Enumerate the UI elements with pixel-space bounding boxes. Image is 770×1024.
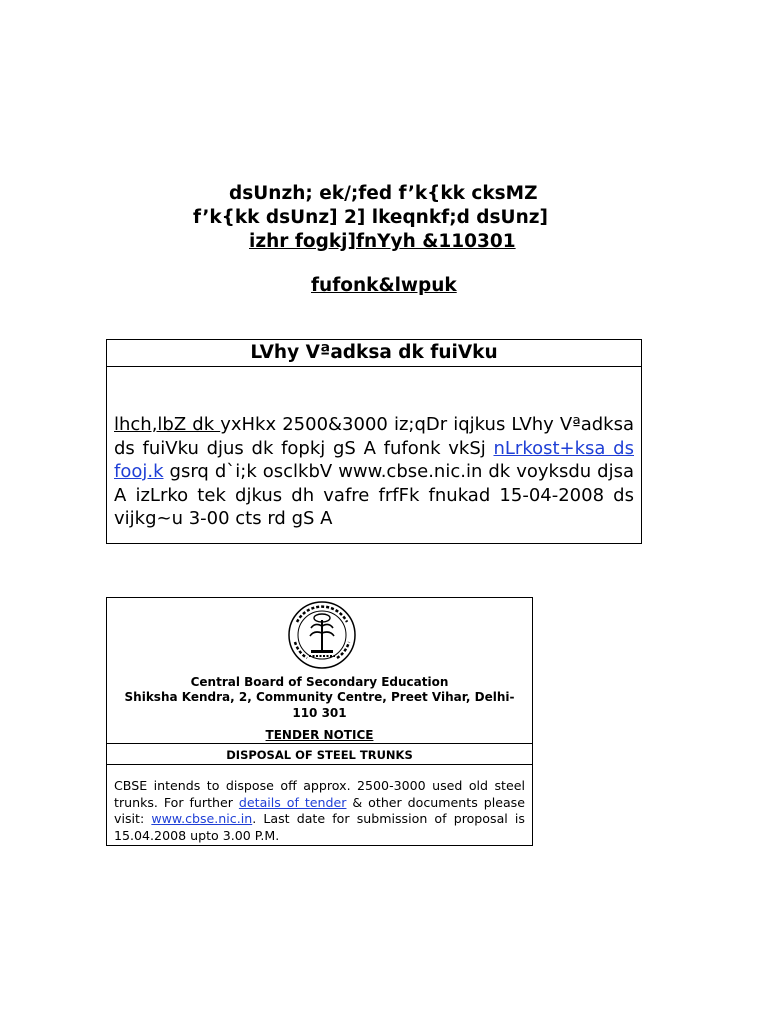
tender-body-text-1: CBSE intends to dispose off approx. 2500-3000 used old steel trunks. For further — [114, 778, 525, 810]
tender-body-text-3: . Last date for submission of proposal is 15.04.2008 upto 3.00 P.M. — [114, 811, 525, 843]
org-address-line-1: Shiksha Kendra, 2, Community Centre, Preet Vihar, Delhi- — [124, 690, 515, 704]
hindi-notice-text-2: yxHkx 2500&3000 iz;qDr iqjkus LVhy Vªadksa ds fuiVku djus dk fopkj gS A fufonk vkSj — [114, 414, 634, 459]
divider — [107, 743, 532, 744]
header-line-2: f’k{kk dsUnz] 2] lkeqnkf;d dsUnz] — [193, 207, 548, 228]
header-line-3: izhr fogkj]fnYyh &110301 — [249, 231, 516, 252]
cbse-logo-icon — [287, 600, 357, 670]
header-line-1: dsUnzh; ek/;fed f’k{kk cksMZ — [229, 183, 538, 204]
tender-subject: DISPOSAL OF STEEL TRUNKS — [226, 748, 413, 762]
tender-body — [114, 778, 525, 844]
hindi-details-link[interactable]: nLrkost+ksa ds fooj.k — [114, 437, 634, 482]
header-notice-heading: fufonk&lwpuk — [311, 275, 457, 296]
hindi-notice-body — [107, 367, 641, 531]
hindi-notice-title: LVhy Vªadksa dk fuiVku — [107, 340, 641, 367]
tender-notice-title: TENDER NOTICE — [265, 728, 374, 742]
english-notice-box — [106, 597, 533, 846]
hindi-notice-text-3: gsrq d`i;k osclkbV www.cbse.nic.in dk voyksdu djsa A izLrko tek djkus dh vafre frfFk fnukad 15-04-2008 ds vijkg~u 3-00 cts rd gS A — [114, 461, 634, 529]
cbse-website-link[interactable]: www.cbse.nic.in — [151, 811, 253, 826]
hindi-notice-text-1: lhch,lbZ dk — [114, 414, 221, 435]
org-name: Central Board of Secondary Education — [190, 675, 449, 689]
hindi-notice-box — [106, 339, 642, 544]
divider — [107, 764, 532, 765]
org-address-line-2: 110 301 — [292, 706, 347, 720]
details-of-tender-link[interactable]: details of tender — [238, 794, 347, 810]
tender-body-text-2: & other documents please visit: — [114, 794, 525, 826]
